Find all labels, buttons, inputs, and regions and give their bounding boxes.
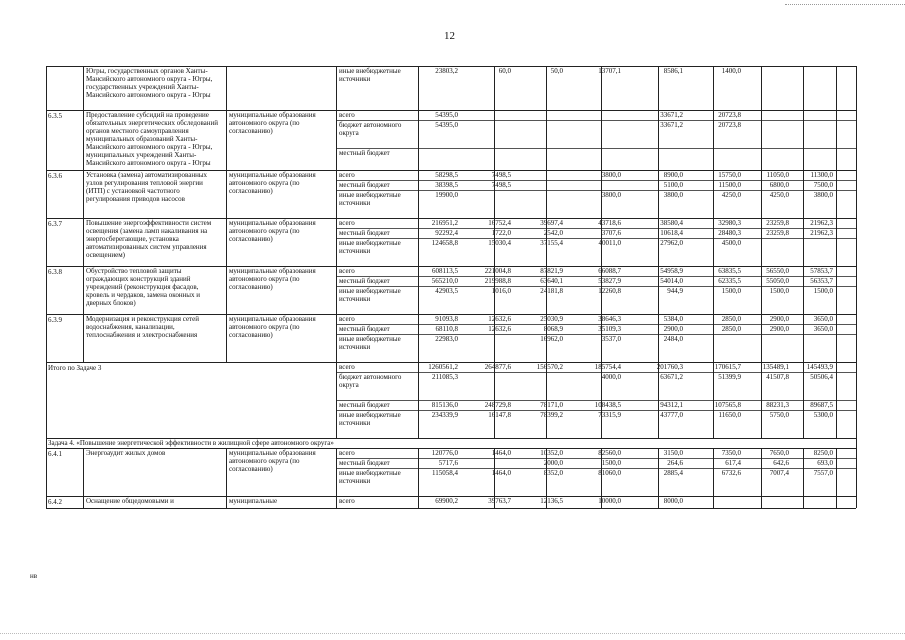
funding-source: всего	[339, 219, 355, 227]
value-cell: 23259,8	[766, 219, 789, 227]
funding-source: иные внебюджетные источники	[339, 411, 401, 427]
value-cell: 8250,0	[813, 449, 833, 457]
value-cell: 693,0	[817, 459, 833, 467]
value-cell: 12136,5	[540, 497, 563, 505]
value-cell: 63835,5	[718, 267, 741, 275]
funding-source: всего	[339, 363, 355, 371]
funding-source: всего	[339, 497, 355, 505]
value-cell: 38398,5	[435, 181, 458, 189]
value-cell: 8068,9	[543, 325, 563, 333]
value-cell: 56353,7	[810, 277, 833, 285]
value-cell: 42903,5	[435, 287, 458, 295]
funding-source: бюджет автономного округа	[339, 373, 402, 389]
value-cell: 1016,0	[491, 287, 511, 295]
value-cell: 5100,0	[663, 181, 683, 189]
value-cell: 35109,3	[598, 325, 621, 333]
value-cell: 63640,1	[540, 277, 563, 285]
value-cell: 69900,2	[435, 497, 458, 505]
value-cell: 145493,9	[806, 363, 833, 371]
value-cell: 27962,0	[660, 239, 683, 247]
value-cell: 1464,0	[491, 449, 511, 457]
value-cell: 201760,3	[656, 363, 683, 371]
value-cell: 12260,8	[598, 287, 621, 295]
row-name: Предоставление субсидий на проведение обязательных энергетических обследований органов местного самоуправления муниципальных образований Ханты-Мансийского автономного округа - Югры, муниципальных учреждений Ханты-Мансийского автономного округа - Югры	[86, 111, 218, 167]
value-cell: 5717,6	[438, 459, 458, 467]
grid-vline	[226, 496, 227, 508]
row-code: 6.3.6	[48, 172, 62, 180]
row-name: Энергоаудит жилых домов	[86, 449, 166, 457]
value-cell: 12632,6	[488, 315, 511, 323]
value-cell: 565210,0	[431, 277, 458, 285]
value-cell: 3800,0	[813, 191, 833, 199]
value-cell: 81060,0	[598, 469, 621, 477]
total-label: Итого по Задаче 3	[48, 364, 102, 372]
value-cell: 2000,0	[543, 459, 563, 467]
grid-vline	[803, 66, 804, 438]
page-number: 12	[444, 30, 455, 42]
value-cell: 185754,4	[594, 363, 621, 371]
funding-source: местный бюджет	[339, 229, 390, 237]
value-cell: 120776,0	[431, 449, 458, 457]
grid-vline	[226, 314, 227, 362]
grid-vline	[226, 218, 227, 266]
value-cell: 10352,0	[540, 449, 563, 457]
value-cell: 7557,0	[813, 469, 833, 477]
funding-source: всего	[339, 315, 355, 323]
value-cell: 53827,9	[598, 277, 621, 285]
value-cell: 32980,3	[718, 219, 741, 227]
funding-source: местный бюджет	[339, 149, 390, 157]
value-cell: 3650,0	[813, 325, 833, 333]
value-cell: 2850,0	[721, 315, 741, 323]
row-executor: муниципальные образования автономного округа (по согласованию)	[229, 449, 316, 473]
grid-vline	[658, 66, 659, 438]
value-cell: 11050,0	[766, 171, 789, 179]
funding-source: иные внебюджетные источники	[339, 191, 401, 207]
value-cell: 68110,8	[435, 325, 458, 333]
grid-vline	[83, 66, 84, 110]
grid-vline	[226, 448, 227, 496]
grid-vline	[83, 314, 84, 362]
value-cell: 63671,2	[660, 373, 683, 381]
value-cell: 91093,8	[435, 315, 458, 323]
value-cell: 2900,0	[769, 325, 789, 333]
row-executor: муниципальные образования автономного округа (по согласованию)	[229, 219, 316, 243]
value-cell: 28480,3	[718, 229, 741, 237]
value-cell: 19900,0	[435, 191, 458, 199]
value-cell: 264877,6	[484, 363, 511, 371]
value-cell: 219988,8	[484, 277, 511, 285]
value-cell: 108438,5	[594, 401, 621, 409]
row-code: 6.4.2	[48, 498, 62, 506]
value-cell: 3800,0	[601, 171, 621, 179]
value-cell: 5750,0	[769, 411, 789, 419]
value-cell: 3150,0	[663, 449, 683, 457]
value-cell: 16962,0	[540, 335, 563, 343]
value-cell: 4000,0	[601, 373, 621, 381]
row-name: Модернизация и реконструкция сетей водоснабжения, канализации, теплоснабжения и электроснабжения	[86, 315, 199, 339]
value-cell: 1500,0	[721, 287, 741, 295]
value-cell: 40011,0	[598, 239, 621, 247]
grid-vline	[803, 448, 804, 508]
value-cell: 3537,0	[601, 335, 621, 343]
value-cell: 2484,0	[663, 335, 683, 343]
value-cell: 66088,7	[598, 267, 621, 275]
grid-vline	[418, 448, 419, 508]
value-cell: 1722,0	[491, 229, 511, 237]
value-cell: 248729,8	[484, 401, 511, 409]
value-cell: 15030,4	[488, 239, 511, 247]
value-cell: 2900,0	[663, 325, 683, 333]
value-cell: 115058,4	[432, 469, 458, 477]
grid-vline	[836, 66, 837, 438]
budget-table	[46, 66, 856, 566]
row-executor: муниципальные	[229, 497, 278, 505]
value-cell: 135489,1	[762, 363, 789, 371]
row-name: Повышение энергоэффективности систем освещения (замена ламп накаливания на энергосберегающие, установка автоматизированных систем управления освещением)	[86, 219, 212, 259]
value-cell: 221004,8	[484, 267, 511, 275]
funding-source: местный бюджет	[339, 459, 390, 467]
grid-vline	[761, 448, 762, 508]
value-cell: 23259,8	[766, 229, 789, 237]
value-cell: 2850,0	[721, 325, 741, 333]
value-cell: 41507,8	[766, 373, 789, 381]
row-name: Оснащение общедомовыми и	[86, 497, 174, 505]
grid-vline	[83, 218, 84, 266]
row-name: Югры, государственных органов Ханты-Мансийского автономного округа - Югры, государственных учреждений Ханты-Мансийского автономного округа - Югры	[86, 67, 213, 99]
value-cell: 2900,0	[769, 315, 789, 323]
funding-source: бюджет автономного округа	[339, 121, 402, 137]
row-code: 6.3.8	[48, 268, 62, 276]
value-cell: 8000,0	[663, 497, 683, 505]
grid-vline	[226, 66, 227, 110]
value-cell: 55050,0	[766, 277, 789, 285]
grid-vline	[713, 66, 714, 438]
value-cell: 2885,4	[663, 469, 683, 477]
value-cell: 54014,0	[660, 277, 683, 285]
footer-mark: нв	[30, 572, 38, 580]
value-cell: 216951,2	[431, 219, 458, 227]
value-cell: 21962,3	[810, 219, 833, 227]
funding-source: всего	[339, 449, 355, 457]
value-cell: 20723,8	[718, 111, 741, 119]
value-cell: 944,9	[667, 287, 683, 295]
value-cell: 94312,1	[660, 401, 683, 409]
funding-source: иные внебюджетные источники	[339, 67, 401, 83]
funding-source: иные внебюджетные источники	[339, 335, 401, 351]
value-cell: 8900,0	[663, 171, 683, 179]
value-cell: 3800,0	[663, 191, 683, 199]
value-cell: 5384,0	[663, 315, 683, 323]
value-cell: 16147,8	[488, 411, 511, 419]
row-executor: муниципальные образования автономного округа (по согласованию)	[229, 267, 316, 291]
value-cell: 54395,0	[435, 121, 458, 129]
value-cell: 54958,9	[660, 267, 683, 275]
value-cell: 815136,0	[431, 401, 458, 409]
value-cell: 7500,0	[813, 181, 833, 189]
value-cell: 37155,4	[540, 239, 563, 247]
value-cell: 78171,0	[540, 401, 563, 409]
funding-source: местный бюджет	[339, 325, 390, 333]
grid-vline	[418, 66, 419, 438]
value-cell: 10000,0	[598, 497, 621, 505]
value-cell: 51399,9	[718, 373, 741, 381]
value-cell: 608113,5	[432, 267, 458, 275]
value-cell: 7498,5	[491, 171, 511, 179]
grid-vline	[83, 110, 84, 170]
value-cell: 3707,6	[601, 229, 621, 237]
value-cell: 38646,3	[598, 315, 621, 323]
value-cell: 7007,4	[769, 469, 789, 477]
value-cell: 4250,0	[721, 191, 741, 199]
value-cell: 2542,0	[543, 229, 563, 237]
grid-vline	[601, 66, 602, 438]
value-cell: 264,6	[667, 459, 683, 467]
value-cell: 1500,0	[813, 287, 833, 295]
value-cell: 1260561,2	[428, 363, 458, 371]
value-cell: 39697,4	[540, 219, 563, 227]
value-cell: 234339,9	[431, 411, 458, 419]
value-cell: 50,0	[550, 67, 563, 75]
funding-source: всего	[339, 171, 355, 179]
value-cell: 62335,5	[718, 277, 741, 285]
value-cell: 13707,1	[598, 67, 621, 75]
funding-source: местный бюджет	[339, 181, 390, 189]
value-cell: 20723,8	[718, 121, 741, 129]
value-cell: 33671,2	[660, 111, 683, 119]
value-cell: 7350,0	[721, 449, 741, 457]
value-cell: 6800,0	[769, 181, 789, 189]
value-cell: 1500,0	[601, 459, 621, 467]
funding-source: иные внебюджетные источники	[339, 239, 401, 255]
value-cell: 82560,0	[598, 449, 621, 457]
row-name: Установка (замена) автоматизированных узлов регулирования тепловой энергии (ИТП) с установкой частотного регулирования приводов насосов	[86, 171, 208, 203]
row-executor: муниципальные образования автономного округа (по согласованию)	[229, 111, 316, 135]
grid-vline	[336, 66, 337, 438]
grid-vline	[83, 170, 84, 218]
value-cell: 4250,0	[769, 191, 789, 199]
row-name: Обустройство тепловой защиты ограждающих конструкций зданий учреждений (реконструкция фасадов, кровель и чердаков, замена оконных и дверных блоков)	[86, 267, 201, 307]
value-cell: 1400,0	[721, 67, 741, 75]
value-cell: 124658,8	[431, 239, 458, 247]
value-cell: 24181,8	[540, 287, 563, 295]
value-cell: 617,4	[725, 459, 741, 467]
value-cell: 4500,0	[721, 239, 741, 247]
funding-source: всего	[339, 111, 355, 119]
grid-vline	[658, 448, 659, 508]
value-cell: 38580,4	[660, 219, 683, 227]
value-cell: 50506,4	[810, 373, 833, 381]
row-code: 6.4.1	[48, 450, 62, 458]
bottom-edge-line	[0, 633, 905, 634]
value-cell: 6732,6	[721, 469, 741, 477]
value-cell: 56550,0	[766, 267, 789, 275]
value-cell: 7498,5	[491, 181, 511, 189]
value-cell: 73315,9	[598, 411, 621, 419]
grid-vline	[83, 266, 84, 314]
value-cell: 23803,2	[435, 67, 458, 75]
grid-vline	[494, 66, 495, 438]
value-cell: 10618,4	[660, 229, 683, 237]
value-cell: 3650,0	[813, 315, 833, 323]
grid-vline	[226, 110, 227, 170]
value-cell: 89687,5	[810, 401, 833, 409]
value-cell: 170615,7	[714, 363, 741, 371]
value-cell: 8352,0	[543, 469, 563, 477]
grid-vline	[226, 170, 227, 218]
value-cell: 21962,3	[810, 229, 833, 237]
row-executor: муниципальные образования автономного округа (по согласованию)	[229, 171, 316, 195]
grid-vline	[226, 266, 227, 314]
value-cell: 87821,9	[540, 267, 563, 275]
value-cell: 15750,0	[718, 171, 741, 179]
funding-source: всего	[339, 267, 355, 275]
value-cell: 88231,3	[766, 401, 789, 409]
grid-vline	[546, 66, 547, 438]
grid-vline	[856, 66, 857, 508]
grid-vline	[83, 448, 84, 496]
value-cell: 3800,0	[601, 191, 621, 199]
row-executor: муниципальные образования автономного округа (по согласованию)	[229, 315, 316, 339]
value-cell: 211085,3	[432, 373, 458, 381]
value-cell: 16752,4	[488, 219, 511, 227]
page-edge-line	[785, 4, 905, 5]
value-cell: 92292,4	[435, 229, 458, 237]
funding-source: иные внебюджетные источники	[339, 287, 401, 303]
value-cell: 22983,0	[435, 335, 458, 343]
value-cell: 60,0	[498, 67, 511, 75]
value-cell: 39763,7	[488, 497, 511, 505]
value-cell: 54395,0	[435, 111, 458, 119]
value-cell: 12632,6	[488, 325, 511, 333]
value-cell: 5300,0	[813, 411, 833, 419]
row-code: 6.3.5	[48, 112, 62, 120]
funding-source: иные внебюджетные источники	[339, 469, 401, 485]
row-code: 6.3.7	[48, 220, 62, 228]
grid-vline	[46, 66, 47, 508]
row-code: 6.3.9	[48, 316, 62, 324]
value-cell: 43718,6	[598, 219, 621, 227]
value-cell: 43777,0	[660, 411, 683, 419]
value-cell: 33671,2	[660, 121, 683, 129]
grid-vline	[83, 496, 84, 508]
value-cell: 25030,9	[540, 315, 563, 323]
value-cell: 107565,8	[714, 401, 741, 409]
grid-vline	[713, 448, 714, 508]
value-cell: 642,6	[773, 459, 789, 467]
value-cell: 1464,0	[491, 469, 511, 477]
value-cell: 1500,0	[769, 287, 789, 295]
funding-source: местный бюджет	[339, 277, 390, 285]
value-cell: 7650,0	[769, 449, 789, 457]
value-cell: 57853,7	[810, 267, 833, 275]
task4-heading: Задача 4. «Повышение энергетической эффективности в жилищной сфере автономного округа»	[48, 439, 334, 447]
value-cell: 58298,5	[435, 171, 458, 179]
value-cell: 156570,2	[536, 363, 563, 371]
grid-vline	[761, 66, 762, 438]
value-cell: 11650,0	[718, 411, 741, 419]
value-cell: 11300,0	[810, 171, 833, 179]
value-cell: 11500,0	[718, 181, 741, 189]
value-cell: 78399,2	[540, 411, 563, 419]
grid-hline	[46, 508, 856, 509]
grid-vline	[336, 448, 337, 508]
value-cell: 8586,1	[663, 67, 683, 75]
funding-source: местный бюджет	[339, 401, 390, 409]
grid-vline	[836, 448, 837, 508]
